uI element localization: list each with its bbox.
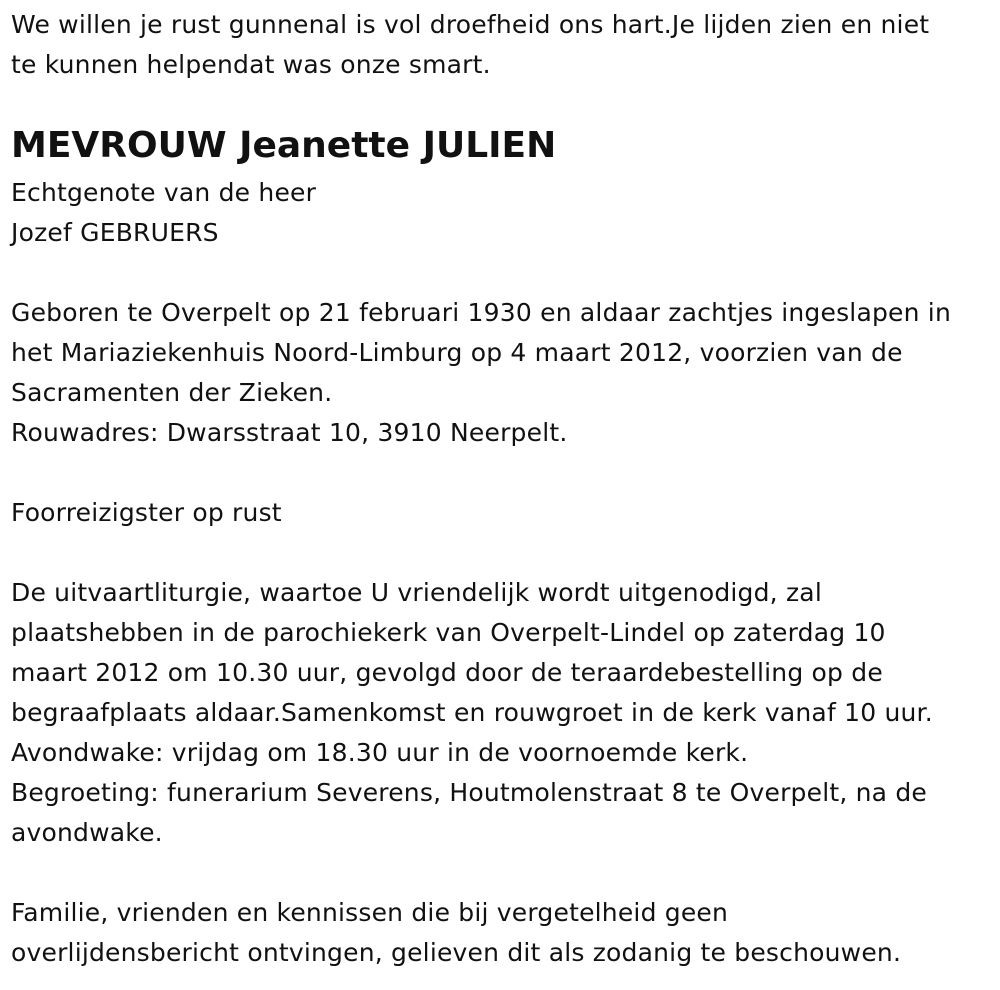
mourning-address: Rouwadres: Dwarsstraat 10, 3910 Neerpelt. (11, 418, 568, 447)
intro-line-1: We willen je rust gunnenal is vol droefheid ons hart.Je lijden zien en niet (11, 10, 930, 39)
greeting-line-2: avondwake. (11, 818, 163, 847)
closing-line-1: Familie, vrienden en kennissen die bij vergetelheid geen (11, 898, 729, 927)
birth-death-line-1: Geboren te Overpelt op 21 februari 1930 en aldaar zachtjes ingeslapen in (11, 298, 951, 327)
intro-line-2: te kunnen helpendat was onze smart. (11, 50, 491, 79)
birth-death-line-3: Sacramenten der Zieken. (11, 378, 333, 407)
role-line: Foorreizigster op rust (11, 498, 282, 527)
spouse-line-1: Echtgenote van de heer (11, 178, 317, 207)
funeral-line-4: begraafplaats aldaar.Samenkomst en rouwgroet in de kerk vanaf 10 uur. (11, 698, 933, 727)
birth-death-line-2: het Mariaziekenhuis Noord-Limburg op 4 maart 2012, voorzien van de (11, 338, 903, 367)
greeting-line-1: Begroeting: funerarium Severens, Houtmolenstraat 8 te Overpelt, na de (11, 778, 927, 807)
closing-line-2: overlijdensbericht ontvingen, gelieven dit als zodanig te beschouwen. (11, 938, 902, 967)
vigil-line: Avondwake: vrijdag om 18.30 uur in de voornoemde kerk. (11, 738, 749, 767)
funeral-line-2: plaatshebben in de parochiekerk van Overpelt-Lindel op zaterdag 10 (11, 618, 886, 647)
deceased-name: MEVROUW Jeanette JULIEN (11, 125, 557, 166)
funeral-line-1: De uitvaartliturgie, waartoe U vriendelijk wordt uitgenodigd, zal (11, 578, 822, 607)
funeral-line-3: maart 2012 om 10.30 uur, gevolgd door de teraardebestelling op de (11, 658, 883, 687)
spouse-line-2: Jozef GEBRUERS (11, 218, 219, 247)
